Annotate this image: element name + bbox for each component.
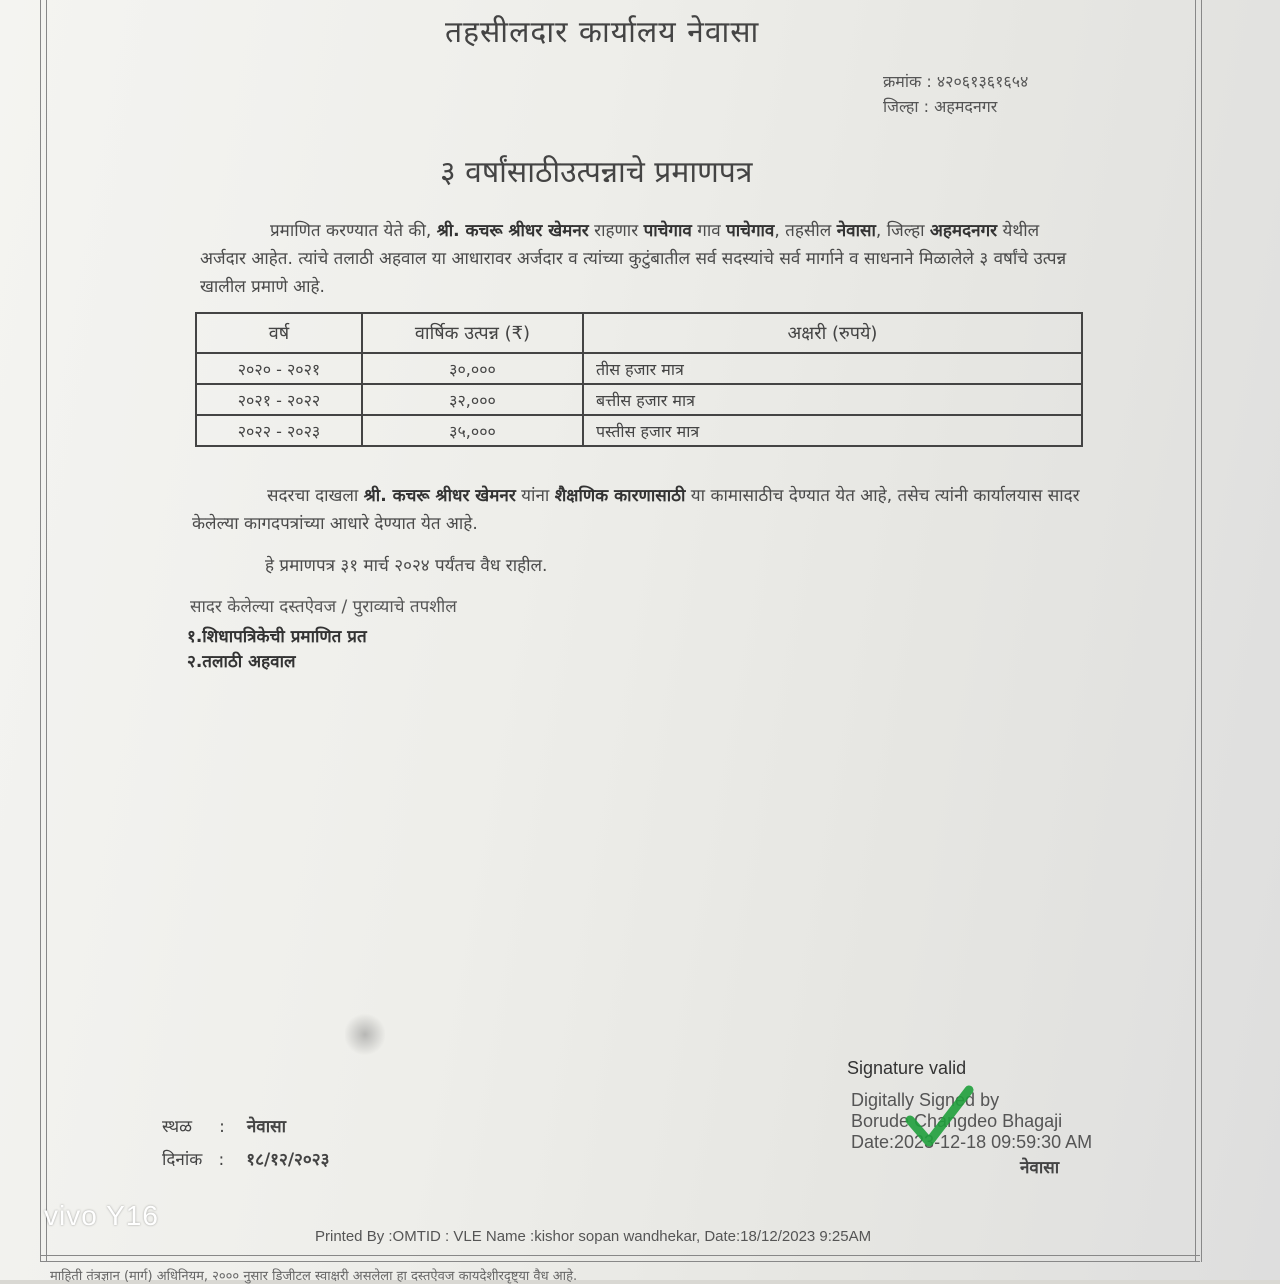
page-border-left (40, 0, 47, 1262)
signing-office-place: नेवासा (1020, 1158, 1060, 1178)
cell-income: ३५,००० (362, 415, 583, 446)
date-value: १८/१२/२०२३ (246, 1150, 330, 1170)
page-border-bottom (40, 1255, 1200, 1262)
documents-heading: सादर केलेल्या दस्तऐवज / पुराव्याचे तपशील (190, 597, 457, 617)
column-header-year: वर्ष (196, 313, 362, 353)
purpose-paragraph (192, 482, 1082, 538)
cell-year: २०२२ - २०२३ (196, 415, 362, 446)
applicant-name: श्री. कचरू श्रीधर खेमनर (436, 221, 589, 241)
village-name: पाचेगाव (726, 221, 775, 241)
cell-in-words: तीस हजार मात्र (583, 353, 1082, 384)
signature-digitally-signed: Digitally Signed by (851, 1090, 1000, 1110)
signature-date: Date:2023-12-18 09:59:30 AM (851, 1132, 1093, 1152)
column-header-in-words: अक्षरी (रुपये) (583, 313, 1082, 353)
village-name: पाचेगाव (643, 221, 692, 241)
place-line: स्थळ : नेवासा (162, 1117, 286, 1137)
place-value: नेवासा (246, 1117, 286, 1137)
cell-in-words: पस्तीस हजार मात्र (583, 415, 1082, 446)
ink-smudge (345, 1012, 385, 1057)
intro-text: , तहसील (774, 221, 837, 241)
intro-paragraph (200, 217, 1080, 301)
intro-text: गाव (691, 221, 727, 241)
district-line: जिल्हा : अहमदनगर (883, 97, 998, 116)
table-header-row (196, 313, 1082, 353)
date-line: दिनांक : १८/१२/२०२३ (162, 1150, 330, 1170)
certificate-title: ३ वर्षांसाठीउत्पन्नाचे प्रमाणपत्र (440, 155, 753, 190)
district-name: अहमदनगर (929, 221, 998, 241)
tehsil-name: नेवासा (836, 221, 876, 241)
intro-text: राहणार (588, 221, 644, 241)
printed-by-line: Printed By :OMTID : VLE Name :kishor sopan wandhekar, Date:18/12/2023 9:25AM (315, 1228, 872, 1245)
signature-signer-name: Borude Changdeo Bhagaji (851, 1111, 1063, 1131)
column-header-income: वार्षिक उत्पन्न (₹) (362, 313, 583, 353)
place-label: स्थळ (162, 1117, 193, 1137)
intro-text: येथील अर्जदार आहेत. त्यांचे तलाठी अहवाल या आधारावर अर्जदार व त्यांच्या कुटुंबातील सर्व सदस्यांचे सर्व मार्गाने व साधनाने मिळालेले ३ वर्षांचे उत्पन्न खालील प्रमाणे आहे. (200, 221, 1067, 297)
cell-income: ३२,००० (362, 384, 583, 415)
camera-watermark: vivo Y16 (44, 1200, 159, 1231)
intro-text: प्रमाणित करण्यात येते की, (270, 221, 437, 241)
validity-statement: हे प्रमाणपत्र ३१ मार्च २०२४ पर्यंतच वैध राहील. (265, 556, 548, 576)
document-item: १.शिधापत्रिकेची प्रमाणित प्रत (187, 627, 367, 647)
purpose-text: यांना (515, 486, 555, 506)
purpose-text: सदरचा दाखला (267, 486, 364, 506)
page-border-right (1195, 0, 1202, 1262)
purpose-text: या कामासाठीच देण्यात येत आहे, तसेच त्यांनी कार्यालयास सादर केलेल्या कागदपत्रांच्या आधारे देण्यात येत आहे. (192, 486, 1080, 534)
cell-year: २०२० - २०२१ (196, 353, 362, 384)
income-table (195, 312, 1083, 447)
office-title: तहसीलदार कार्यालय नेवासा (445, 15, 760, 50)
cell-in-words: बत्तीस हजार मात्र (583, 384, 1082, 415)
signature-valid-label: Signature valid (847, 1058, 967, 1078)
table-row (196, 353, 1082, 384)
purpose-reason: शैक्षणिक कारणासाठी (554, 486, 686, 506)
serial-number: क्रमांक : ४२०६१३६१६५४ (883, 72, 1029, 91)
table-row (196, 384, 1082, 415)
document-item: २.तलाठी अहवाल (187, 652, 296, 672)
cell-year: २०२१ - २०२२ (196, 384, 362, 415)
signature-check-icon (905, 1082, 975, 1152)
date-label: दिनांक (162, 1150, 203, 1170)
footer-legal-note: माहिती तंत्रज्ञान (मार्ग) अधिनियम, २००० नुसार डिजीटल स्वाक्षरी असलेला हा दस्तऐवज कायदेशीरदृष्ट्या वैध आहे. (50, 1269, 578, 1284)
intro-text: , जिल्हा (875, 221, 930, 241)
table-row (196, 415, 1082, 446)
applicant-name: श्री. कचरू श्रीधर खेमनर (363, 486, 516, 506)
cell-income: ३०,००० (362, 353, 583, 384)
